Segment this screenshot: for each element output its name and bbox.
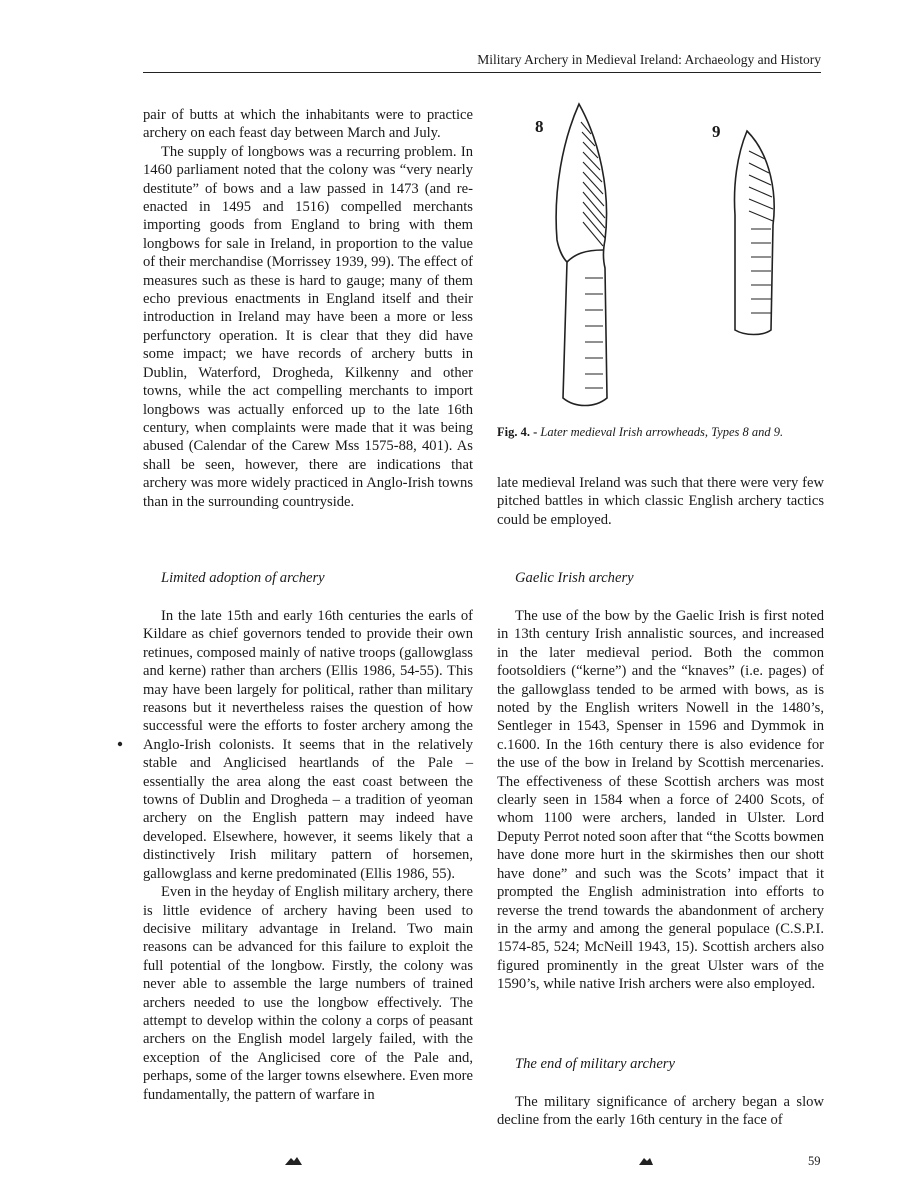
arrowhead-type-9-drawing [725, 125, 785, 340]
footer-ornament-icon [638, 1156, 654, 1166]
footer-ornament-icon [284, 1156, 304, 1166]
paragraph: Even in the heyday of English military archery, there is little evidence of archery having been used to decisive military advantage in Ireland. Two main reasons can be advanced for this failure to exploit the full potential of the longbow. Firstly, the colony was never able to assemble the large numbers of trained archers needed to use the longbow effectively. The attempt to develop within the colony a corps of peasant archers on the English model largely failed, with the exception of the Anglicised core of the Pale and, perhaps, some of the larger towns elsewhere. Even more fundamentally, the pattern of warfare in [143, 884, 473, 1103]
right-column-body [497, 607, 824, 994]
figure-caption-text: Later medieval Irish arrowheads, Types 8 and 9. [540, 425, 784, 439]
margin-dot-icon [116, 740, 124, 748]
figure-caption [497, 424, 827, 440]
paragraph: pair of butts at which the inhabitants were to practice archery on each feast day between March and July. [143, 107, 473, 142]
right-column-body [497, 1093, 824, 1130]
section-heading-gaelic-irish-archery: Gaelic Irish archery [515, 570, 634, 586]
arrowhead-type-8-drawing [545, 100, 615, 415]
header-rule [143, 72, 821, 73]
right-column [497, 474, 824, 529]
paragraph: The supply of longbows was a recurring problem. In 1460 parliament noted that the colony was “very nearly destitute” of bows and a law passed in 1473 (and re-enacted in 1495 and 1516) compelled merchants importing goods from England to bring with them longbows for sale in Ireland, in proportion to the value of their merchandise (Morrissey 1939, 99). The effect of measures such as these is hard to gauge; many of them echo previous enactments in England itself and their introduction in Ireland may have been a more or less perfunctory operation. It is clear that they did have some impact; we have records of archery butts in Dublin, Waterford, Drogheda, Kilkenny and other towns, while the act compelling merchants to import longbows was actually enforced up to the late 16th century, when complaints were made that it was being abused (Calendar of the Carew Mss 1575-88, 401). As shall be seen, however, there are indications that archery was more widely practiced in Anglo-Irish towns than in the surrounding countryside. [143, 143, 473, 510]
left-column-body [143, 607, 473, 1104]
right-column-section [497, 569, 824, 587]
right-column-section [497, 1055, 824, 1073]
figure-label-8: 8 [535, 117, 544, 136]
left-column [143, 106, 473, 511]
paragraph: The military significance of archery began a slow decline from the early 16th century in the face of [497, 1094, 824, 1129]
left-column-section [143, 569, 473, 587]
paragraph: In the late 15th and early 16th centuries the earls of Kildare as chief governors tended to provide their own retinues, composed mainly of native troops (gallowglass and kerne) rather than archers (Ellis 1986, 54-55). This may have been largely for political, rather than military reasons but it nevertheless raises the question of how successful were the efforts to foster archery among the Anglo-Irish colonists. It seems that in the relatively stable and Anglicised heartlands of the Pale – essentially the area along the east coast between the towns of Dublin and Drogheda – a tradition of yeoman archery on the English pattern may indeed have developed. Elsewhere, however, it seems likely that a distinctively Irish military pattern of horsemen, gallowglass and kerne predominated (Ellis 1986, 55). [143, 608, 473, 882]
paragraph: late medieval Ireland was such that there were very few pitched battles in which classic English archery tactics could be employed. [497, 475, 824, 528]
section-heading-limited-adoption: Limited adoption of archery [161, 570, 325, 586]
page-number: 59 [808, 1154, 821, 1168]
figure-label-9: 9 [712, 122, 721, 141]
section-heading-end-of-military-archery: The end of military archery [515, 1056, 675, 1072]
paragraph: The use of the bow by the Gaelic Irish is first noted in 13th century Irish annalistic sources, and increased in the later medieval period. Both the common footsoldiers (“kerne”) and the “knaves” (i.e. pages) of the gallowglass tended to be armed with bows, as is noted by the English writers Nowell in the 1480’s, Sentleger in 1543, Spenser in 1596 and Dymmok in c.1600. In the 16th century there is also evidence for the use of the bow in Ireland by Scottish mercenaries. The effectiveness of these Scottish archers was most clearly seen in 1584 when a force of 2400 Scots, of whom 1100 were archers, landed in Ulster. Lord Deputy Perrot noted soon after that “the Scotts bowmen have done more hurt in the skirmishes then our shott have done” and such was the Scots’ impact that it prompted the English administration into efforts to reverse the trend towards the abandonment of archery in the army and among the general populace (C.S.P.I. 1574-85, 524; McNeill 1943, 15). Scottish archers also figured prominently in the great Ulster wars of the 1590’s, while native Irish archers were also employed. [497, 608, 824, 993]
figure-caption-label: Fig. 4. - [497, 425, 541, 439]
running-header: Military Archery in Medieval Ireland: Archaeology and History [477, 52, 821, 67]
